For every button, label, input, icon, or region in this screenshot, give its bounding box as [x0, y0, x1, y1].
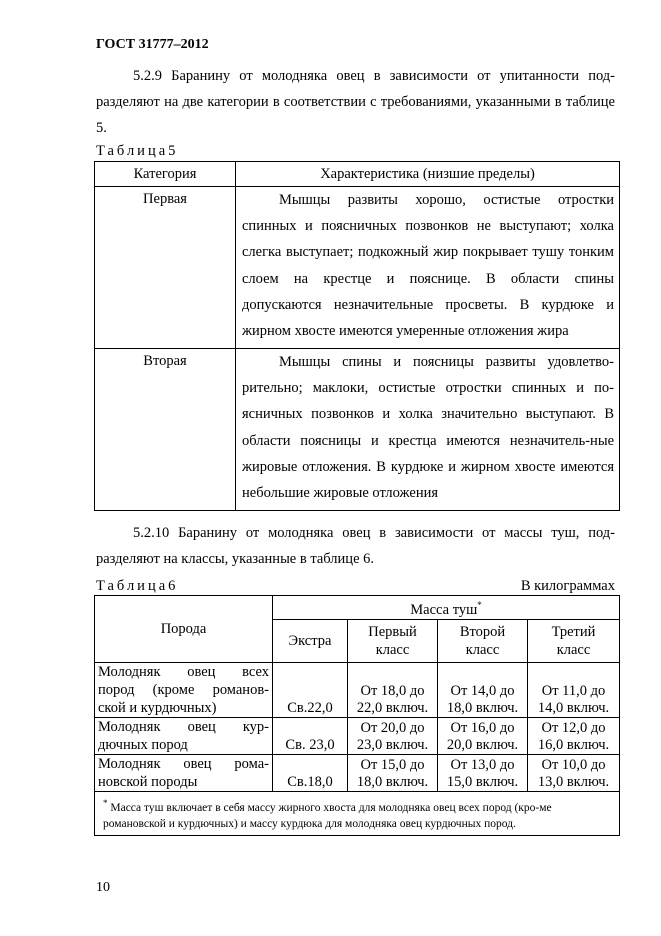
table-row: [95, 187, 620, 349]
table-6-extra-value: Св.18,0: [273, 754, 348, 791]
table-6-header-extra: Экстра: [273, 619, 348, 662]
page-number: 10: [96, 880, 110, 895]
table-5: [94, 161, 620, 511]
table-5-header-characteristic: Характеристика (низшие пределы): [236, 162, 620, 187]
footnote-marker: *: [477, 600, 482, 610]
table-6-footnote-text: Масса туш включает в себя массу жирного хвоста для молодняка овец всех пород (кро-ме романовской и курдючных) и массу курдюка для молодняка овец курдючных пород.: [103, 801, 552, 830]
table-6-second-value: От 14,0 до 18,0 включ.: [438, 662, 528, 717]
table-6-header-second: Второй класс: [438, 619, 528, 662]
table-6-header-breed: Порода: [95, 596, 273, 663]
standard-header: ГОСТ 31777–2012: [96, 37, 209, 52]
table-6-extra-value: Св.22,0: [273, 662, 348, 717]
table-6-header-mass: [273, 596, 620, 620]
table-5-characteristic: Мышцы развиты хорошо, остистые отростки спинных и поясничных позвонков не выступают; холка слегка выступает; подкожный жир покрывает тушу тонким слоем на крестце и пояснице. В области спины допускаются незначительные просветы. В курдюке и жирном хвосте имеются умеренные отложения жира: [242, 192, 614, 340]
paragraph-5-2-9-rest: разделяют на две категории в соответствии с требованиями, указанными в таблице 5.: [96, 94, 615, 136]
table-6-breed: Молодняк овец рома- новской породы: [95, 754, 273, 791]
table-6-first-value: От 20,0 до 23,0 включ.: [348, 717, 438, 754]
table-6-header-first: Первый класс: [348, 619, 438, 662]
table-6-second-value: От 16,0 до 20,0 включ.: [438, 717, 528, 754]
table-5-category: Вторая: [95, 349, 236, 511]
paragraph-5-2-10-first-line: 5.2.10 Баранину от молодняка овец в зависимости от массы туш, под-: [133, 525, 615, 541]
table-6-first-value: От 18,0 до 22,0 включ.: [348, 662, 438, 717]
table-5-caption: Таблица5: [96, 143, 179, 159]
table-6-first-value: От 15,0 до 18,0 включ.: [348, 754, 438, 791]
table-row: [95, 754, 620, 791]
table-row: [95, 717, 620, 754]
table-6-header-mass-label: Масса туш: [410, 601, 478, 618]
table-6-third-value: От 10,0 до 13,0 включ.: [528, 754, 620, 791]
paragraph-5-2-9-first-line: 5.2.9 Баранину от молодняка овец в зависимости от упитанности под-: [133, 68, 615, 84]
table-5-characteristic: Мышцы спины и поясницы развиты удовлетво-рительно; маклоки, остистые отростки спинных и по-ясничных позвонков и холка значительно выступают. В области поясницы и крестца имеются незначитель-ные жировые отложения. В курдюке и жирном хвосте имеются небольшие жировые отложения: [242, 354, 614, 502]
table-6: [94, 595, 620, 836]
paragraph-5-2-10: [96, 520, 615, 572]
table-6-extra-value: Св. 23,0: [273, 717, 348, 754]
table-row: [95, 349, 620, 511]
table-6-units: В килограммах: [520, 578, 615, 594]
paragraph-5-2-9: [96, 63, 615, 141]
table-5-category: Первая: [95, 187, 236, 349]
table-6-caption: Таблица6: [96, 578, 179, 594]
table-row: [95, 662, 620, 717]
table-6-third-value: От 12,0 до 16,0 включ.: [528, 717, 620, 754]
table-6-breed: Молодняк овец всех пород (кроме романов- ской и курдючных): [95, 662, 273, 717]
table-5-header-category: Категория: [95, 162, 236, 187]
paragraph-5-2-10-rest: разделяют на классы, указанные в таблице 6.: [96, 551, 374, 567]
footnote-marker: *: [103, 797, 108, 808]
table-6-breed: Молодняк овец кур- дючных пород: [95, 717, 273, 754]
table-6-header-third: Третий класс: [528, 619, 620, 662]
table-6-footnote: [95, 791, 620, 835]
table-6-third-value: От 11,0 до 14,0 включ.: [528, 662, 620, 717]
table-6-second-value: От 13,0 до 15,0 включ.: [438, 754, 528, 791]
